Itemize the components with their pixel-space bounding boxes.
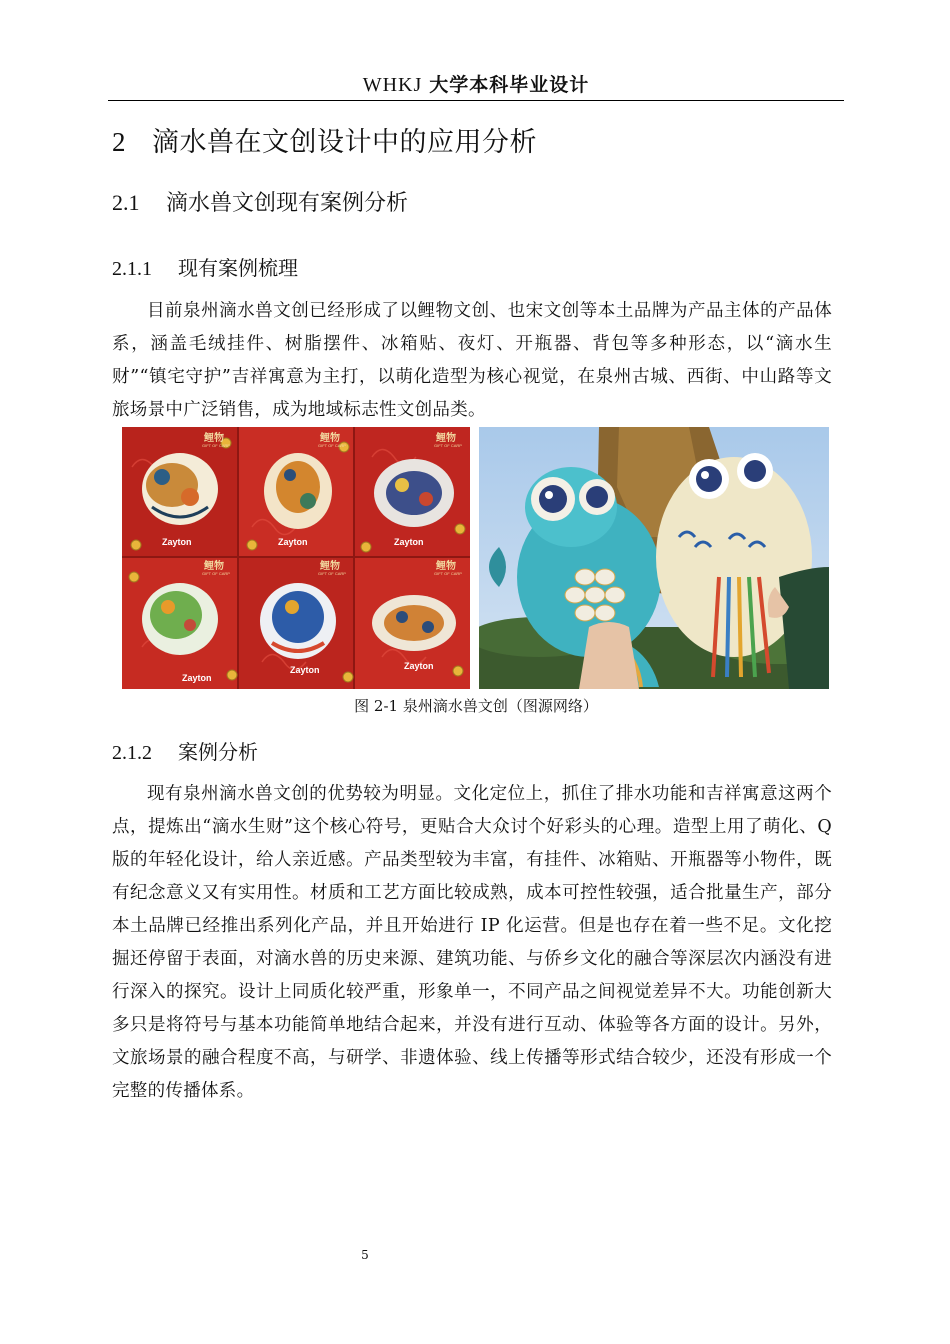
plush-toys-image <box>479 427 829 689</box>
paragraph-1: 目前泉州滴水兽文创已经形成了以鲤物文创、也宋文创等本土品牌为产品主体的产品体系，涵盖毛绒挂件、树脂摆件、冰箱贴、夜灯、开瓶器、背包等多种形态，以“滴水生财”“镇宅守护”吉祥寓意为主打，以萌化造型为核心视觉，在泉州古城、西街、中山路等文旅场景中广泛销售，成为地域标志性文创品类。 <box>112 301 832 420</box>
figure-caption: 图 2-1 泉州滴水兽文创（图源网络） <box>354 697 598 715</box>
subsection-number-1: 2.1.1 <box>112 258 152 280</box>
section-title: 滴水兽文创现有案例分析 <box>166 191 409 216</box>
chapter-heading <box>112 120 537 159</box>
card-label-1: Zayton <box>162 537 192 547</box>
card-brand-sub-4: GIFT OF CARP <box>202 571 230 576</box>
magnet-6 <box>372 595 456 651</box>
card-label-6: Zayton <box>404 661 434 671</box>
card-brand-sub-2: GIFT OF CARP <box>318 443 346 448</box>
magnet-5 <box>260 583 336 659</box>
chapter-number: 2 <box>112 127 126 157</box>
header-title: 大学本科毕业设计 <box>429 74 590 96</box>
figure-photo-plush <box>479 427 829 689</box>
card-label-2: Zayton <box>278 537 308 547</box>
section-number: 2.1 <box>112 190 140 215</box>
chapter-title: 滴水兽在文创设计中的应用分析 <box>152 127 537 158</box>
subsection-heading-1 <box>112 252 298 281</box>
card-brand-sub-6: GIFT OF CARP <box>434 571 462 576</box>
magnet-1 <box>142 453 218 525</box>
subsection-heading-2 <box>112 736 258 765</box>
card-brand-2: 鲤物 <box>320 433 340 444</box>
card-brand-sub-3: GIFT OF CARP <box>434 443 462 448</box>
header-latin: WHKJ <box>362 74 423 96</box>
section-heading <box>112 186 408 217</box>
card-brand-4: 鲤物 <box>204 561 224 572</box>
subsection-title-1: 现有案例梳理 <box>178 256 298 280</box>
card-brand-sub-5: GIFT OF CARP <box>318 571 346 576</box>
page-number: 5 <box>361 1248 369 1262</box>
magnet-4 <box>142 583 218 655</box>
running-header <box>108 70 844 100</box>
header-rule <box>108 100 844 101</box>
card-brand-sub-1: GIFT OF CARP <box>202 443 230 448</box>
card-label-4: Zayton <box>182 673 212 683</box>
card-label-5: Zayton <box>290 665 320 675</box>
magnet-3 <box>374 459 454 527</box>
card-brand-1: 鲤物 <box>204 433 224 444</box>
paragraph-2: 现有泉州滴水兽文创的优势较为明显。文化定位上，抓住了排水功能和吉祥寓意这两个点，提炼出“滴水生财”这个核心符号，更贴合大众讨个好彩头的心理。造型上用了萌化、Q 版的年轻化设计，给人亲近感。产品类型较为丰富，有挂件、冰箱贴、开瓶器等小物件，既有纪念意义又有实用性。材质和工艺方面比较成熟，成本可控性较强，适合批量生产，部分本土品牌已经推出系列化产品，并且开始进行 IP 化运营。但是也存在着一些不足。文化挖掘还停留于表面，对滴水兽的历史来源、建筑功能、与侨乡文化的融合等深层次内涵没有进行深入的探究。设计上同质化较严重，形象单一，不同产品之间视觉差异不大。功能创新大多只是将符号与基本功能简单地结合起来，并没有进行互动、体验等各方面的设计。另外，文旅场景的融合程度不高，与研学、非遗体验、线上传播等形式结合较少，还没有形成一个完整的传播体系。 <box>112 784 832 1101</box>
card-brand-6: 鲤物 <box>436 561 456 572</box>
subsection-number-2: 2.1.2 <box>112 742 152 764</box>
figure-photo-magnets <box>122 427 470 689</box>
card-label-3: Zayton <box>394 537 424 547</box>
magnet-cards-image <box>122 427 470 689</box>
subsection-title-2: 案例分析 <box>178 740 258 764</box>
card-brand-5: 鲤物 <box>320 561 340 572</box>
magnet-2 <box>264 453 332 529</box>
card-brand-3: 鲤物 <box>436 433 456 444</box>
